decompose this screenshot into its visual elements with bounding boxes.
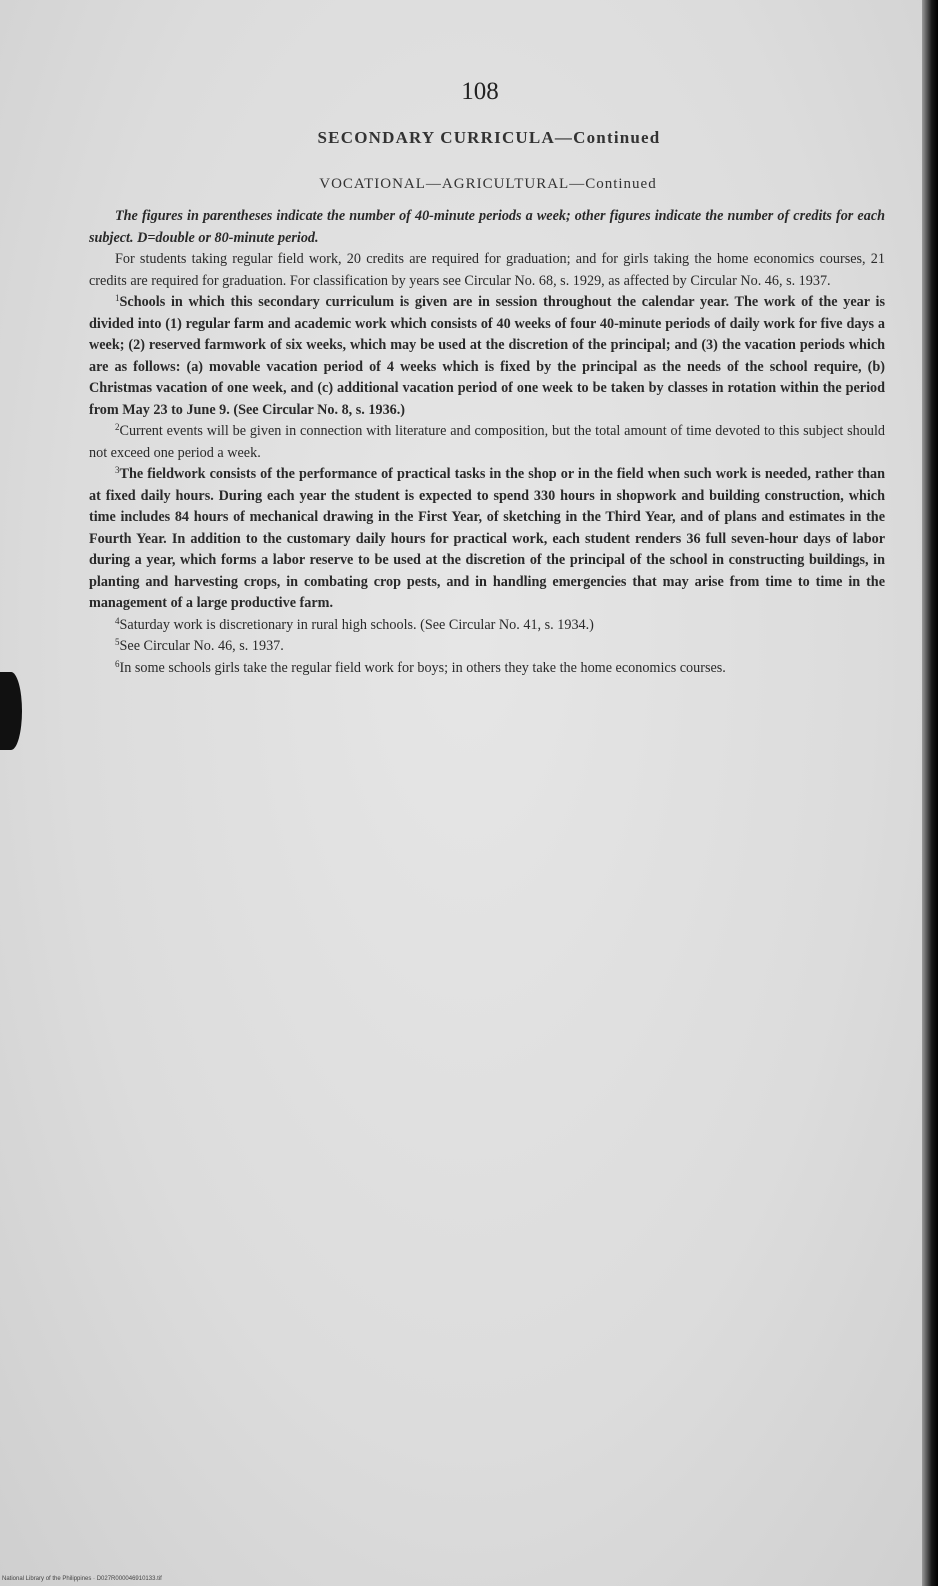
footnote-mark: 5: [115, 637, 120, 647]
page-title: SECONDARY CURRICULA—Continued: [317, 128, 661, 147]
footnote-mark: 2: [115, 422, 120, 432]
credits-paragraph: For students taking regular field work, 20 credits are required for graduation; and for girls taking the home economics courses, 21 credits are required for graduation. For classification by years see Circular No. 68, s. 1929, as affected by Circular No. 46, s. 1937.: [89, 251, 885, 289]
footnote-4: [89, 615, 885, 637]
footnote-6: [89, 658, 885, 680]
page-number: 108: [461, 78, 499, 105]
footnote-5-text: See Circular No. 46, s. 1937.: [119, 638, 284, 654]
footnote-5: [89, 636, 885, 658]
footnote-mark: 6: [115, 658, 120, 669]
footnote-6-text: In some schools girls take the regular field work for boys; in others they take the home economics courses.: [119, 659, 726, 676]
scan-edge-shadow: [922, 0, 938, 1586]
footnote-3-text: The fieldwork consists of the performance of practical tasks in the shop or in the field when such work is needed, rather than at fixed daily hours. During each year the student is expected to spend 330 hours in shopwork and building construction, which time includes 84 hours of mechanical drawing in the First Year, of sketching in the Third Year, and of plans and estimates in the Fourth Year. In addition to the customary daily hours for practical work, each student renders 36 full seven-hour days of labor during a year, which forms a labor reserve to be used at the discretion of the principal of the school in constructing buildings, in planting and harvesting crops, in combating crop pests, and in handling emergencies that may arise from time to time in the management of a large productive farm.: [89, 466, 885, 611]
scan-binding-mark: [0, 672, 22, 750]
figures-note: The figures in parentheses indicate the number of 40-minute periods a week; other figures indicate the number of credits for each subject. D=double or 80-minute period.: [89, 208, 885, 246]
footnote-2-text: Current events will be given in connection with literature and composition, but the total amount of time devoted to this subject should not exceed one period a week.: [89, 423, 885, 461]
footnote-3: [89, 464, 885, 615]
footnote-mark: 4: [115, 615, 120, 626]
footnote-2: [89, 421, 885, 464]
page-subtitle: VOCATIONAL—AGRICULTURAL—Continued: [319, 176, 657, 192]
scan-footer: National Library of the Philippines · D027R000046910133.tif: [2, 1576, 162, 1582]
footnote-4-text: Saturday work is discretionary in rural high schools. (See Circular No. 41, s. 1934.): [119, 616, 594, 633]
footnote-1-text: Schools in which this secondary curriculum is given are in session throughout the calendar year. The work of the year is divided into (1) regular farm and academic work which consists of 40 weeks of four 40-minute periods of daily work for five days a week; (2) reserved farmwork of six weeks, which may be used at the discretion of the principal; and (3) the vacation periods which are as follows: (a) movable vacation period of 4 weeks which is fixed by the principal as the needs of the school require, (b) Christmas vacation of one week, and (c) additional vacation period of one week to be taken by classes in rotation within the period from May 23 to June 9. (See Circular No. 8, s. 1936.): [89, 294, 885, 418]
footnote-mark: 1: [115, 293, 120, 303]
body-text: [89, 206, 885, 679]
footnote-mark: 3: [115, 465, 120, 475]
footnote-1: [89, 292, 885, 421]
